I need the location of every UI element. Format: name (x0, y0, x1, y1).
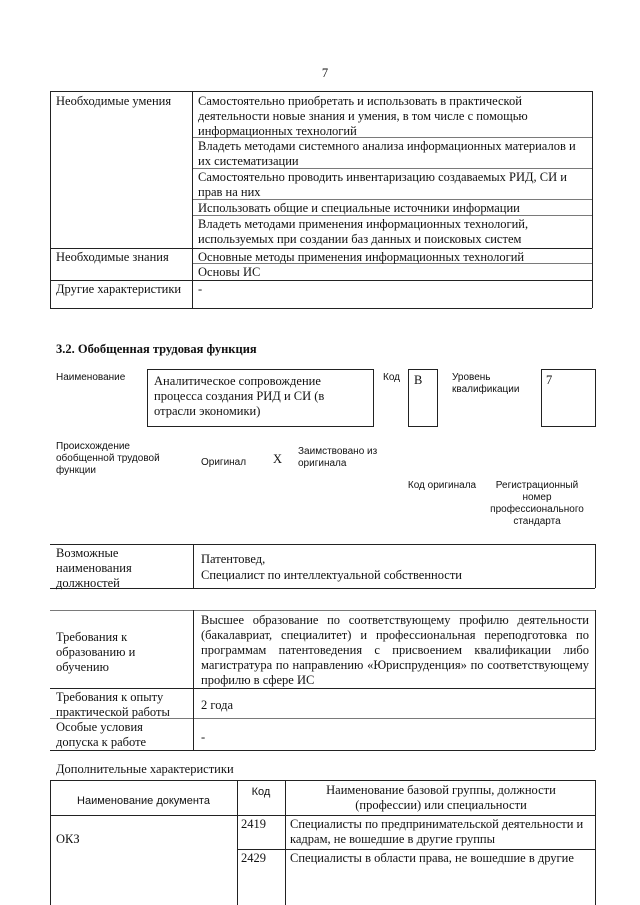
code-value: B (414, 373, 423, 387)
original-label: Оригинал (201, 457, 247, 468)
level-value: 7 (546, 373, 553, 387)
skill-item: Самостоятельно проводить инвентаризацию создаваемых РИД, СИ и прав на них (198, 170, 567, 199)
row-code: 2419 (241, 817, 266, 831)
row-name: Специалисты в области права, не вошедшие в другие (290, 851, 574, 865)
col-code-header: Код (251, 786, 271, 798)
experience-label: Требования к опыту практической работы (56, 690, 170, 719)
other-value: - (198, 282, 203, 296)
additional-title: Дополнительные характеристики (56, 762, 234, 776)
page-number: 7 (321, 66, 329, 80)
edu-label: Требования к образованию и обучению (56, 630, 136, 674)
col-doc-header: Наименование документа (77, 795, 210, 807)
origin-label: Происхождение обобщенной трудовой функции (56, 441, 160, 476)
position-item: Специалист по интеллектуальной собственности (201, 568, 462, 582)
col-name-header: Наименование базовой группы, должности (профессии) или специальности (326, 783, 556, 812)
row-doc: ОКЗ (56, 832, 80, 846)
skill-item: Самостоятельно приобретать и использовать в практической деятельности новые знания и умения, в том числе с помощью информационных технологий (198, 94, 528, 138)
row-name: Специалисты по предпринимательской деятельности и кадрам, не вошедшие в другие группы (290, 817, 584, 846)
level-label: Уровень квалификации (452, 372, 520, 395)
row-code: 2429 (241, 851, 266, 865)
other-label: Другие характеристики (56, 282, 182, 296)
skills-label: Необходимые умения (56, 94, 172, 108)
special-label: Особые условия допуска к работе (56, 720, 147, 749)
experience-value: 2 года (201, 698, 233, 712)
edu-value: Высшее образование по соответствующему профилю деятельности (бакалавриат, специалитет) и профессиональная переподготовка по программам патентоведения с присвоением квалификации либо магистратура по направлению «Юриспруденция» по соответствующему профилю в сфере ИС (201, 613, 589, 687)
original-mark: X (273, 452, 283, 466)
reg-number-label: Регистрационный номер профессионального стандарта (490, 480, 584, 527)
skill-item: Использовать общие и специальные источники информации (198, 201, 520, 215)
position-item: Патентовед, (201, 552, 266, 566)
code-label: Код (383, 372, 401, 383)
knowledge-item: Основы ИС (198, 265, 261, 279)
borrowed-label: Заимствовано из оригинала (298, 446, 378, 469)
skill-item: Владеть методами системного анализа информационных материалов и их систематизации (198, 139, 576, 168)
section-title: 3.2. Обобщенная трудовая функция (56, 342, 257, 356)
skill-item: Владеть методами применения информационных технологий, используемых при создании баз данных и поисковых систем (198, 217, 529, 246)
positions-label: Возможные наименования должностей (56, 546, 132, 590)
name-value: Аналитическое сопровождение процесса создания РИД и СИ (в отрасли экономики) (154, 374, 325, 418)
knowledge-label: Необходимые знания (56, 250, 169, 264)
name-label: Наименование (56, 372, 126, 383)
special-value: - (201, 730, 206, 744)
orig-code-label: Код оригинала (407, 480, 477, 491)
knowledge-item: Основные методы применения информационных технологий (198, 250, 525, 264)
